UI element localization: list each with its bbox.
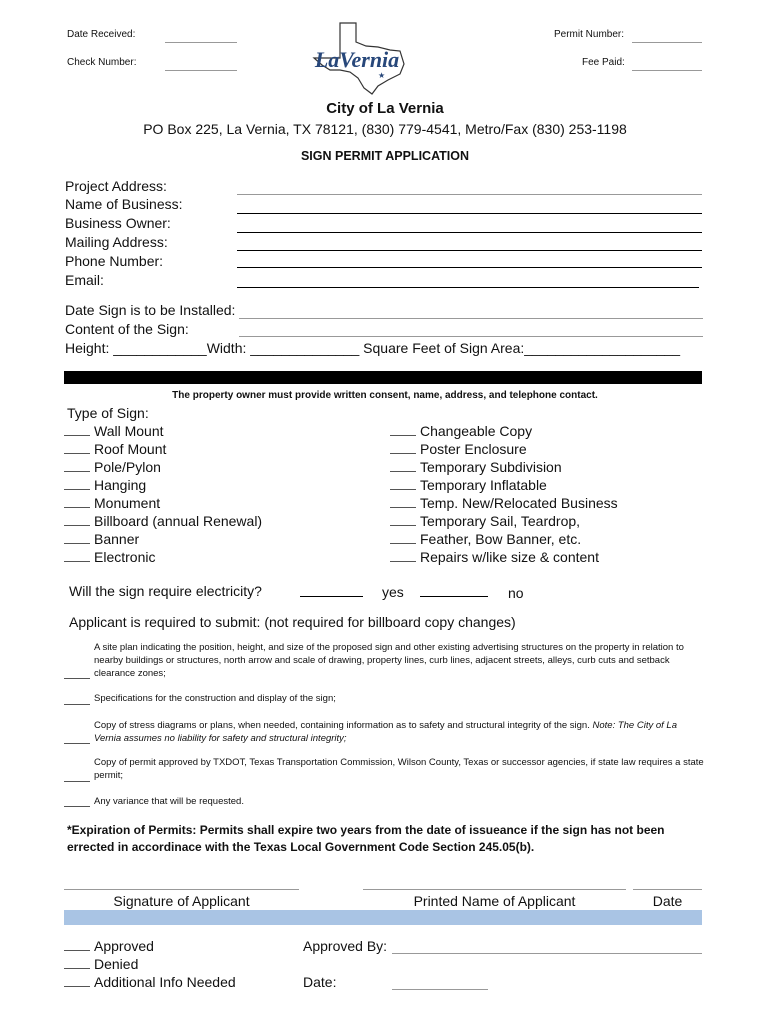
business-owner-field[interactable] (237, 218, 702, 233)
checkbox-blank[interactable] (390, 507, 416, 508)
section-divider-bar (64, 371, 702, 384)
requirement-specifications: Specifications for the construction and display of the sign; (94, 693, 336, 704)
checkbox-blank[interactable] (64, 435, 90, 436)
approved-by-label: Approved By: (303, 938, 388, 954)
checkbox-blank[interactable] (64, 950, 90, 951)
approved-option[interactable]: Approved (64, 938, 154, 954)
sign-type-option[interactable]: Pole/Pylon (64, 459, 262, 477)
install-date-label: Date Sign is to be Installed: (65, 302, 236, 318)
sign-type-right-column (390, 423, 618, 567)
denied-option[interactable]: Denied (64, 956, 138, 972)
consent-note: The property owner must provide written consent, name, address, and telephone contact. (172, 390, 598, 401)
date-received-field[interactable] (165, 28, 237, 43)
requirement-blank[interactable] (64, 678, 90, 679)
signature-date-field[interactable] (633, 875, 702, 890)
sign-type-option[interactable]: Billboard (annual Renewal) (64, 513, 262, 531)
sign-content-field[interactable] (239, 322, 703, 337)
requirement-site-plan: A site plan indicating the position, height, and size of the proposed sign and other existing advertising structures on the property in relation to nearby buildings or structures, north arrow and scale of drawing, property lines, curb lines, adjacent streets, alleys, curb cuts and setback clearance zones; (94, 642, 684, 679)
signature-date-label: Date (652, 893, 683, 909)
printed-name-field[interactable] (363, 875, 626, 890)
fee-paid-field[interactable] (632, 56, 702, 71)
checkbox-blank[interactable] (390, 471, 416, 472)
approved-by-field[interactable] (392, 939, 702, 954)
permit-number-field[interactable] (632, 28, 702, 43)
sign-type-option[interactable]: Electronic (64, 549, 262, 567)
checkbox-blank[interactable] (64, 561, 90, 562)
checkbox-blank[interactable] (64, 968, 90, 969)
permit-number-label: Permit Number: (554, 29, 625, 40)
expiration-notice: *Expiration of Permits: Permits shall expire two years from the date of issueance if the sign has not been errected in accordinace with the Texas Local Government Code Section 245.05(b). (67, 823, 665, 854)
city-address: PO Box 225, La Vernia, TX 78121, (830) 779-4541, Metro/Fax (830) 253-1198 (143, 121, 627, 137)
sign-type-option[interactable]: Temporary Sail, Teardrop, (390, 513, 618, 531)
electricity-no-blank[interactable] (420, 582, 488, 597)
checkbox-blank[interactable] (64, 986, 90, 987)
date-received-label: Date Received: (67, 29, 136, 40)
svg-text:★: ★ (378, 71, 386, 80)
requirement-blank[interactable] (64, 781, 90, 782)
requirement-blank[interactable] (64, 743, 90, 744)
email-label: Email: (65, 272, 104, 288)
checkbox-blank[interactable] (64, 543, 90, 544)
project-address-label: Project Address: (65, 178, 167, 194)
logo-lettering: LaVernia (314, 47, 400, 72)
sign-type-option[interactable]: Temp. New/Relocated Business (390, 495, 618, 513)
sign-type-option[interactable]: Roof Mount (64, 441, 262, 459)
requirement-txdot-permit: Copy of permit approved by TXDOT, Texas Transportation Commission, Wilson County, Texas or successor agencies, if state law requires a state permit; (94, 757, 704, 781)
mailing-address-field[interactable] (237, 236, 702, 251)
checkbox-blank[interactable] (64, 471, 90, 472)
sign-content-label: Content of the Sign: (65, 321, 189, 337)
checkbox-blank[interactable] (64, 453, 90, 454)
city-name: City of La Vernia (326, 100, 444, 117)
applicant-signature-label: Signature of Applicant (113, 893, 250, 909)
fee-paid-label: Fee Paid: (582, 57, 625, 68)
sign-type-option[interactable]: Hanging (64, 477, 262, 495)
sign-type-option[interactable]: Monument (64, 495, 262, 513)
square-feet-text: Square Feet of Sign Area:____________________ (363, 340, 680, 356)
checkbox-blank[interactable] (64, 489, 90, 490)
requirement-blank[interactable] (64, 806, 90, 807)
email-field[interactable] (237, 273, 699, 288)
office-date-label: Date: (303, 974, 337, 990)
sign-type-option[interactable]: Temporary Subdivision (390, 459, 618, 477)
mailing-address-label: Mailing Address: (65, 234, 168, 250)
checkbox-blank[interactable] (390, 525, 416, 526)
form-title: SIGN PERMIT APPLICATION (300, 149, 470, 163)
applicant-signature-field[interactable] (64, 875, 299, 890)
sign-type-left-column (64, 423, 262, 567)
height-text: Height: ____________ (65, 340, 207, 356)
checkbox-blank[interactable] (390, 489, 416, 490)
submit-heading: Applicant is required to submit: (not required for billboard copy changes) (69, 614, 516, 630)
type-of-sign-label: Type of Sign: (67, 405, 149, 421)
height-label (65, 340, 680, 356)
requirement-blank[interactable] (64, 704, 90, 705)
checkbox-blank[interactable] (390, 561, 416, 562)
install-date-field[interactable] (239, 304, 703, 319)
office-use-bar (64, 910, 702, 925)
electricity-yes-label: yes (382, 584, 404, 600)
phone-label: Phone Number: (65, 253, 164, 269)
business-name-field[interactable] (237, 199, 702, 214)
sign-type-option[interactable]: Repairs w/like size & content (390, 549, 618, 567)
office-date-field[interactable] (392, 975, 488, 990)
business-name-label: Name of Business: (65, 196, 183, 212)
sign-type-option[interactable]: Feather, Bow Banner, etc. (390, 531, 618, 549)
sign-type-option[interactable]: Temporary Inflatable (390, 477, 618, 495)
sign-type-option[interactable]: Banner (64, 531, 262, 549)
checkbox-blank[interactable] (64, 525, 90, 526)
printed-name-label: Printed Name of Applicant (413, 893, 576, 909)
checkbox-blank[interactable] (390, 543, 416, 544)
city-logo (292, 20, 422, 96)
electricity-yes-blank[interactable] (300, 582, 363, 597)
project-address-field[interactable] (237, 180, 702, 195)
requirement-variance: Any variance that will be requested. (94, 796, 244, 807)
phone-field[interactable] (237, 253, 702, 268)
checkbox-blank[interactable] (390, 435, 416, 436)
requirement-stress-diagrams: Copy of stress diagrams or plans, when needed, containing information as to safety and structural integrity of the sign. Note: The City of La Vernia assumes no liability for safety and structural integrity; (94, 720, 677, 744)
sign-type-option[interactable]: Wall Mount (64, 423, 262, 441)
sign-type-option[interactable]: Poster Enclosure (390, 441, 618, 459)
checkbox-blank[interactable] (390, 453, 416, 454)
check-number-field[interactable] (165, 56, 237, 71)
width-text: Width: ______________ (206, 340, 360, 356)
business-owner-label: Business Owner: (65, 215, 171, 231)
electricity-question: Will the sign require electricity? (69, 583, 262, 599)
check-number-label: Check Number: (67, 57, 137, 68)
additional-info-option[interactable]: Additional Info Needed (64, 974, 236, 990)
electricity-no-label: no (508, 585, 524, 601)
checkbox-blank[interactable] (64, 507, 90, 508)
sign-type-option[interactable]: Changeable Copy (390, 423, 618, 441)
